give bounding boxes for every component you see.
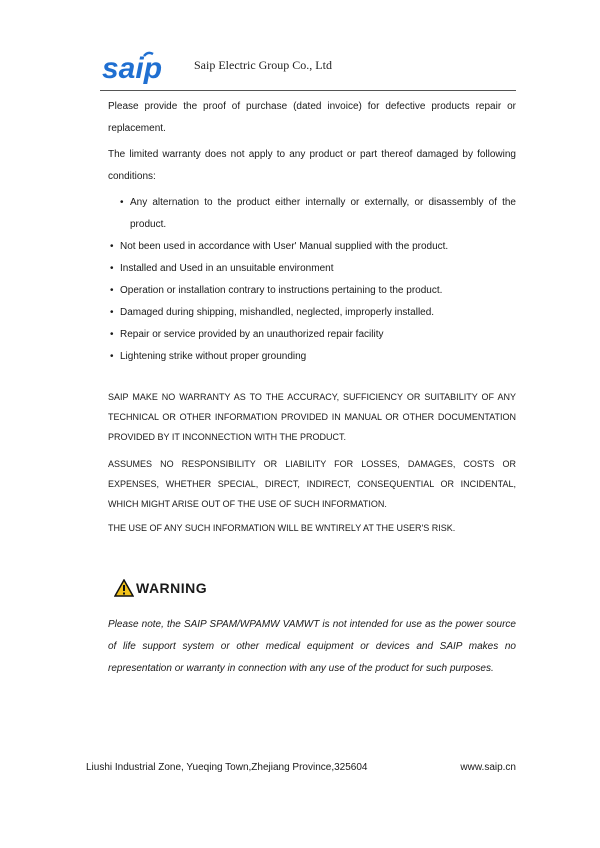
warning-heading	[114, 576, 207, 600]
warranty-content	[108, 96, 516, 368]
header-divider	[100, 90, 516, 91]
condition-item: • Not been used in accordance with User' Manual supplied with the product.	[108, 236, 516, 258]
condition-item: • Damaged during shipping, mishandled, neglected, improperly installed.	[108, 302, 516, 324]
condition-item: • Repair or service provided by an unauthorized repair facility	[108, 324, 516, 346]
warning-triangle-icon	[114, 579, 134, 597]
logo-text: saip	[102, 52, 163, 85]
page-footer	[86, 762, 516, 773]
footer-address: Liushi Industrial Zone, Yueqing Town,Zhejiang Province,325604	[86, 762, 368, 773]
disclaimer-accuracy: SAIP MAKE NO WARRANTY AS TO THE ACCURACY, SUFFICIENCY OR SUITABILITY OF ANY TECHNICAL OR OTHER INFORMATION PROVIDED IN MANUAL OR OTHER DOCUMENTATION PROVIDED BY IT INCONNECTION WITH THE PRODUCT.	[108, 392, 516, 442]
page-header	[100, 44, 520, 92]
company-name: Saip Electric Group Co., Ltd	[194, 58, 332, 72]
warning-title: WARNING	[136, 580, 208, 596]
footer-website: www.saip.cn	[460, 762, 516, 773]
disclaimer-liability: ASSUMES NO RESPONSIBILITY OR LIABILITY FOR LOSSES, DAMAGES, COSTS OR EXPENSES, WHETHER SPECIAL, DIRECT, INDIRECT, CONSEQUENTIAL OR INCIDENTAL, WHICH MIGHT ARISE OUT OF THE USE OF SUCH INFORMATION.	[108, 459, 516, 509]
condition-item: • Lightening strike without proper grounding	[108, 346, 516, 368]
saip-logo	[100, 50, 172, 86]
disclaimer-risk: THE USE OF ANY SUCH INFORMATION WILL BE WNTIRELY AT THE USER'S RISK.	[108, 523, 456, 533]
condition-item: • Any alternation to the product either internally or externally, or disassembly of the product.	[108, 192, 516, 236]
condition-item: • Operation or installation contrary to instructions pertaining to the product.	[108, 280, 516, 302]
proof-of-purchase-paragraph: Please provide the proof of purchase (dated invoice) for defective products repair or replacement.	[108, 101, 516, 134]
warning-body: Please note, the SAIP SPAM/WPAMW VAMWT is not intended for use as the power source of life support system or other medical equipment or devices and SAIP makes no representation or warranty in connection with any use of the product for such purposes.	[108, 619, 516, 674]
limited-warranty-paragraph: The limited warranty does not apply to any product or part thereof damaged by following conditions:	[108, 149, 516, 182]
exclusion-conditions-list	[108, 192, 516, 368]
condition-item: • Installed and Used in an unsuitable environment	[108, 258, 516, 280]
